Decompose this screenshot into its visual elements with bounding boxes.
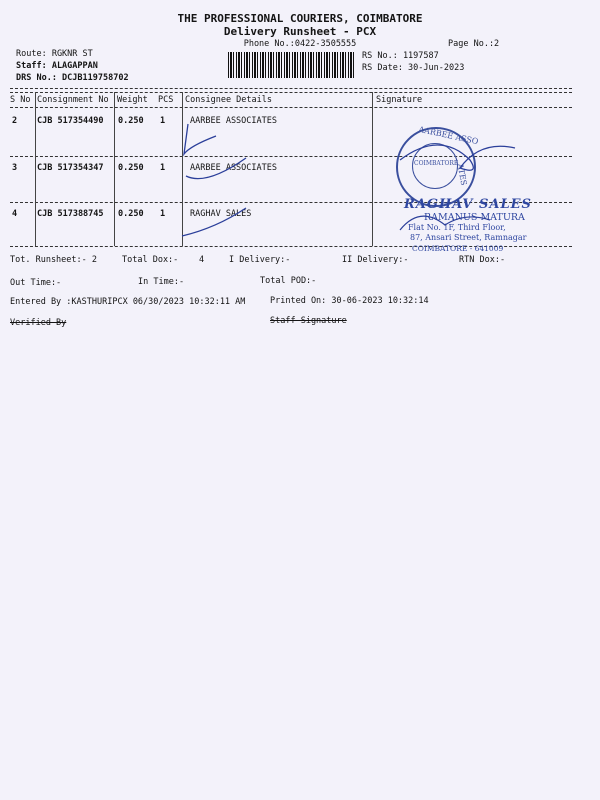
table-row-sno: 2 bbox=[12, 116, 18, 126]
drs-number: DRS No.: DCJB119758702 bbox=[16, 73, 129, 83]
table-row-consignment: CJB 517354347 bbox=[37, 163, 104, 173]
table-row-sno: 4 bbox=[12, 209, 18, 219]
total-pod: Total POD:- bbox=[260, 276, 317, 286]
table-top-rule bbox=[10, 88, 572, 89]
table-row-weight: 0.250 bbox=[118, 163, 144, 173]
aarbee-stamp-center: COIMBATORE bbox=[414, 160, 459, 167]
table-row-consignee: AARBEE ASSOCIATES bbox=[190, 116, 277, 126]
printed-on: Printed On: 30-06-2023 10:32:14 bbox=[270, 296, 429, 306]
col-header-consignee: Consignee Details bbox=[185, 95, 272, 105]
raghav-stamp-line: 87, Ansari Street, Ramnagar bbox=[410, 233, 527, 242]
verified-by: Verified By bbox=[10, 318, 67, 328]
aarbee-stamp-text: ATES bbox=[455, 162, 469, 187]
rs-number: RS No.: 1197587 bbox=[362, 51, 439, 61]
signature-scribble bbox=[380, 120, 520, 190]
raghav-stamp-line: Flat No. 1F, Third Floor, bbox=[408, 223, 506, 232]
table-row-consignment: CJB 517388745 bbox=[37, 209, 104, 219]
raghav-stamp-name: RAGHAV SALES bbox=[404, 197, 532, 212]
raghav-stamp-line: COIMBATORE - 641009 bbox=[412, 244, 504, 253]
table-row-pcs: 1 bbox=[160, 209, 166, 219]
table-row-consignee: AARBEE ASSOCIATES bbox=[190, 163, 277, 173]
column-divider bbox=[114, 92, 115, 246]
header-bottom-rule bbox=[10, 107, 572, 108]
document-subtitle: Delivery Runsheet - PCX bbox=[223, 25, 377, 38]
raghav-stamp-line: RAMANUS MATURA bbox=[424, 212, 525, 223]
column-divider bbox=[35, 92, 36, 246]
table-top-rule-2 bbox=[10, 92, 572, 93]
total-dox-value: 4 bbox=[199, 255, 205, 265]
out-time: Out Time:- bbox=[10, 278, 62, 288]
table-row-weight: 0.250 bbox=[118, 209, 144, 219]
col-header-consignment: Consignment No bbox=[37, 95, 109, 105]
table-row-consignee: RAGHAV SALES bbox=[190, 209, 252, 219]
rs-date: RS Date: 30-Jun-2023 bbox=[362, 63, 465, 73]
rtn-dox: RTN Dox:- bbox=[459, 255, 506, 265]
table-row-sno: 3 bbox=[12, 163, 18, 173]
tot-runsheet: Tot. Runsheet:- 2 bbox=[10, 255, 97, 265]
aarbee-stamp-text: AARBEE ASSO bbox=[417, 124, 480, 147]
col-header-signature: Signature bbox=[376, 95, 423, 105]
total-dox-label: Total Dox:- bbox=[122, 255, 179, 265]
route: Route: RGKNR ST bbox=[16, 49, 93, 59]
ii-delivery: II Delivery:- bbox=[342, 255, 409, 265]
col-header-weight: Weight bbox=[117, 95, 148, 105]
page-number: Page No.:2 bbox=[448, 39, 500, 49]
entered-by: Entered By :KASTHURIPCX 06/30/2023 10:32:11 AM bbox=[10, 297, 246, 307]
staff: Staff: ALAGAPPAN bbox=[16, 61, 98, 71]
col-header-sno: S No bbox=[10, 95, 31, 105]
table-row-weight: 0.250 bbox=[118, 116, 144, 126]
pen-tick-marks bbox=[176, 110, 376, 250]
company-title: THE PROFESSIONAL COURIERS, COIMBATORE bbox=[177, 12, 423, 25]
barcode-icon bbox=[228, 52, 356, 78]
col-header-pcs: PCS bbox=[158, 95, 174, 105]
signature-scribble bbox=[390, 200, 500, 240]
tick-mark bbox=[186, 158, 246, 179]
staff-signature: Staff Signature bbox=[270, 316, 347, 326]
tick-mark bbox=[184, 124, 216, 154]
phone-number: Phone No.:0422-3505555 bbox=[243, 39, 357, 49]
i-delivery: I Delivery:- bbox=[229, 255, 291, 265]
table-row-pcs: 1 bbox=[160, 116, 166, 126]
table-row-pcs: 1 bbox=[160, 163, 166, 173]
in-time: In Time:- bbox=[138, 277, 185, 287]
table-row-consignment: CJB 517354490 bbox=[37, 116, 104, 126]
tick-mark bbox=[182, 208, 246, 236]
